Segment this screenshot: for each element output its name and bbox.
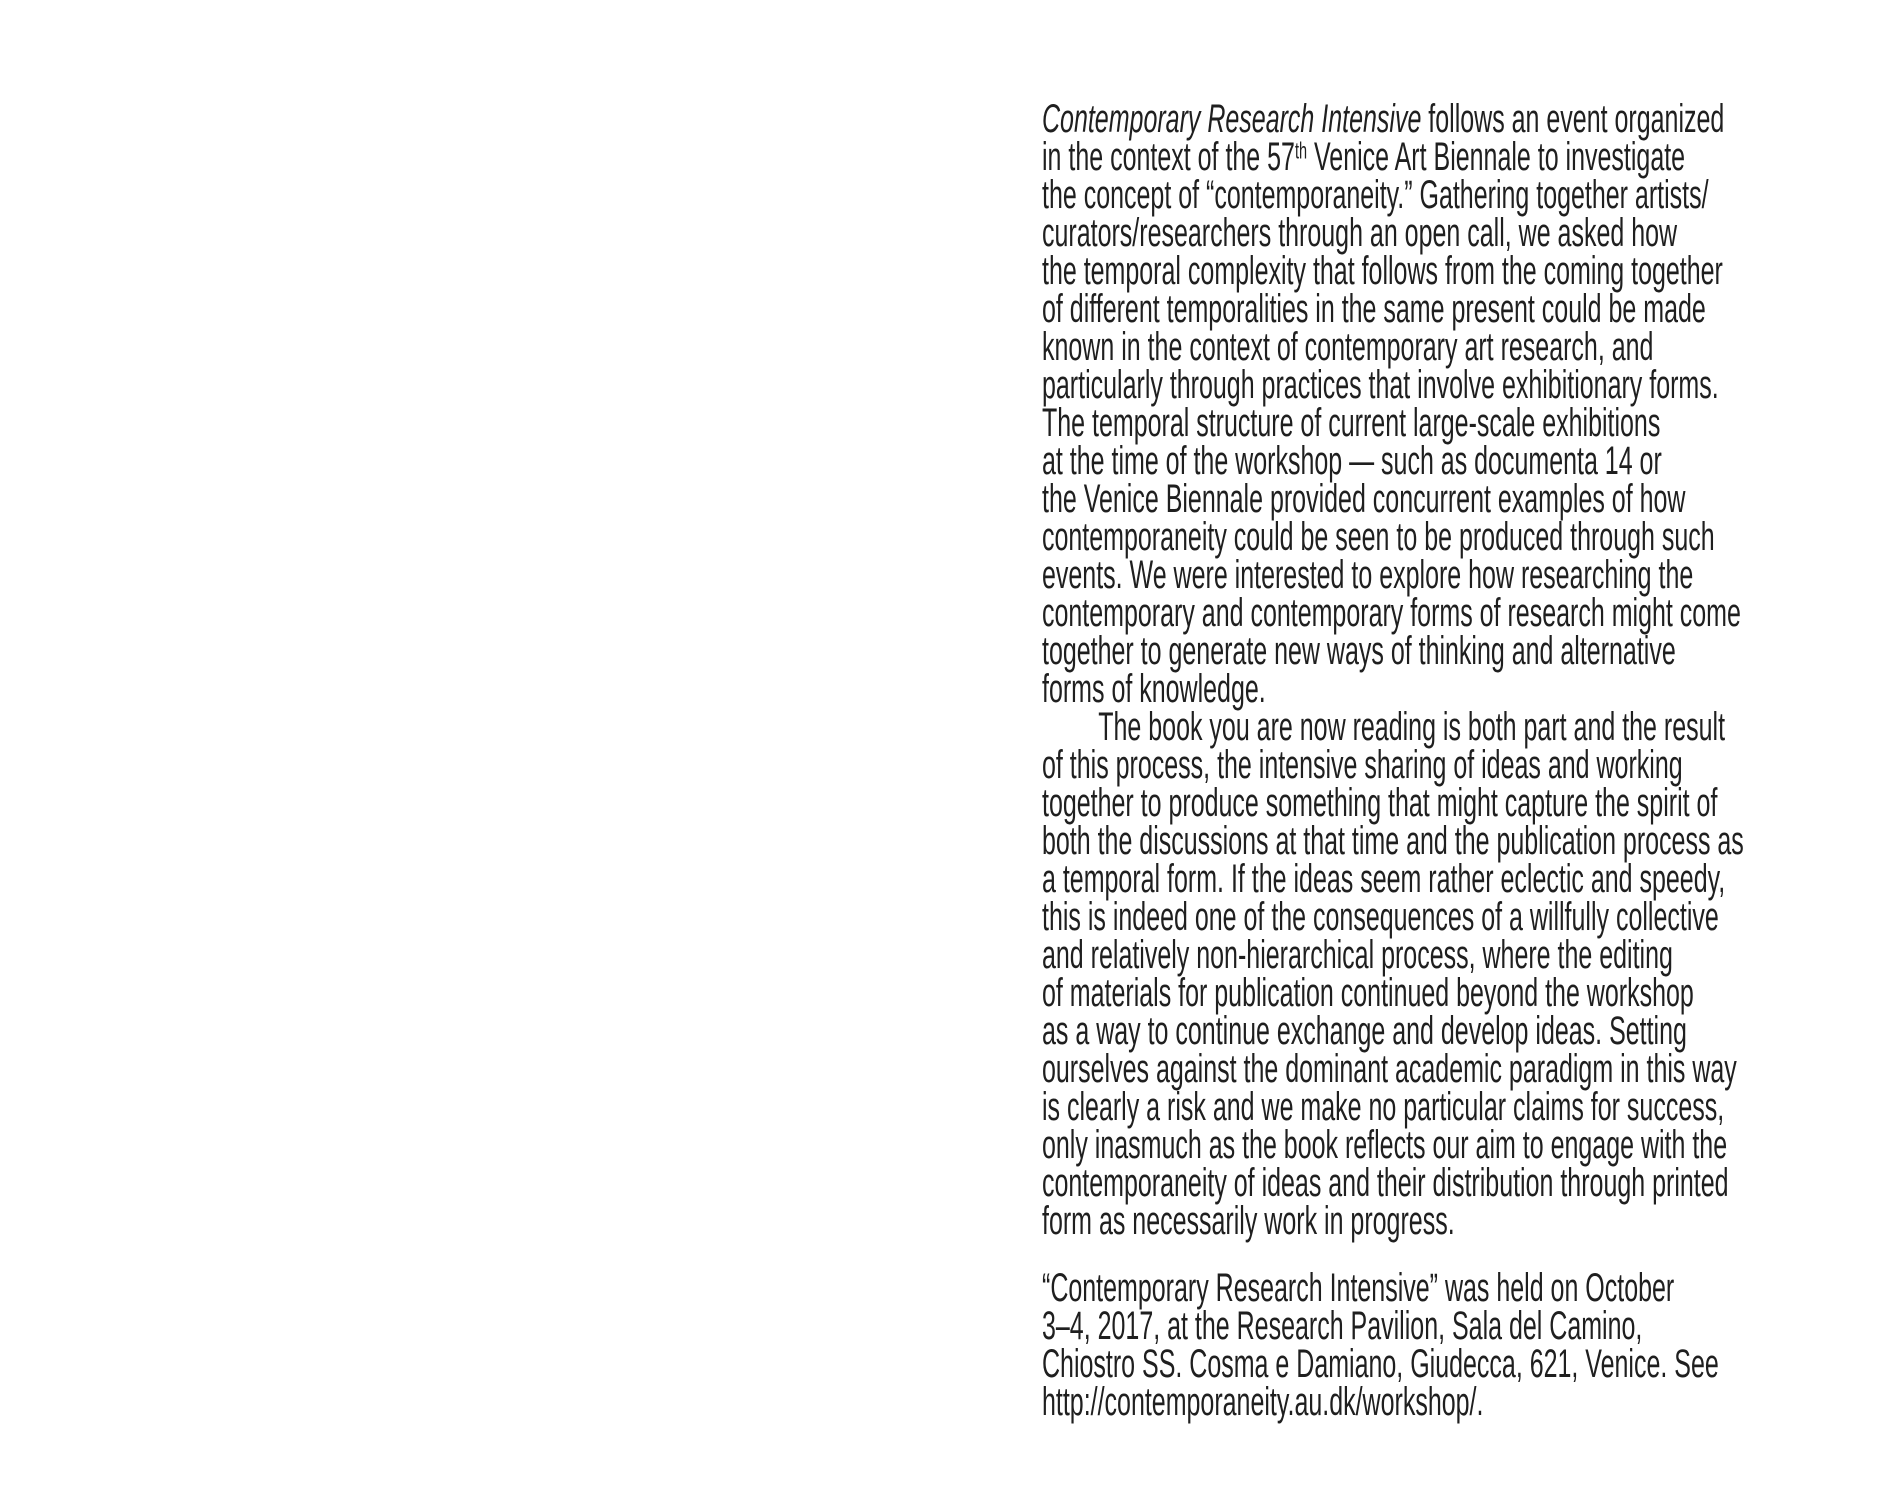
text-line: is clearly a risk and we make no particular claims for success, [1042, 1085, 1725, 1129]
superscript-ordinal: th [1294, 137, 1308, 164]
text-line: the concept of “contemporaneity.” Gathering together artists/ [1042, 173, 1709, 217]
text-line: http://contemporaneity.au.dk/workshop/. [1042, 1380, 1484, 1424]
intro-paragraph-upper [1042, 173, 1892, 711]
line2-post: Venice Art Biennale to investigate [1307, 135, 1686, 179]
paragraph-gap [1042, 1240, 1892, 1269]
text-line: “Contemporary Research Intensive” was held on October [1042, 1266, 1675, 1310]
text-line: of materials for publication continued beyond the workshop [1042, 971, 1694, 1015]
text-line: this is indeed one of the consequences of a willfully collective [1042, 895, 1719, 939]
text-line: at the time of the workshop — such as documenta 14 or [1042, 439, 1662, 483]
text-line: and relatively non-hierarchical process, where the editing [1042, 933, 1673, 977]
text-line: contemporaneity of ideas and their distribution through printed [1042, 1161, 1729, 1205]
text-line: both the discussions at that time and the publication process as [1042, 819, 1744, 863]
text-line: together to generate new ways of thinking and alternative [1042, 629, 1676, 673]
text-line: 3–4, 2017, at the Research Pavilion, Sala del Camino, [1042, 1304, 1643, 1348]
text-line: The temporal structure of current large-scale exhibitions [1042, 401, 1661, 445]
text-line: ourselves against the dominant academic paradigm in this way [1042, 1047, 1737, 1091]
note-paragraph [1042, 1266, 1892, 1424]
text-line: only inasmuch as the book reflects our aim to engage with the [1042, 1123, 1728, 1167]
text-line: known in the context of contemporary art research, and [1042, 325, 1654, 369]
text-line: contemporary and contemporary forms of research might come [1042, 591, 1741, 635]
text-line: Chiostro SS. Cosma e Damiano, Giudecca, 621, Venice. See [1042, 1342, 1719, 1386]
italic-book-title: Contemporary Research Intensive [1042, 97, 1422, 141]
text-line: of different temporalities in the same present could be made [1042, 287, 1706, 331]
line2-pre: in the context of the 57 [1042, 135, 1295, 179]
text-line: a temporal form. If the ideas seem rather eclectic and speedy, [1042, 857, 1726, 901]
text-line: as a way to continue exchange and develop ideas. Setting [1042, 1009, 1687, 1053]
text-line: contemporaneity could be seen to be produced through such [1042, 515, 1715, 559]
text-line: the Venice Biennale provided concurrent examples of how [1042, 477, 1686, 521]
text-line-title [1042, 97, 1892, 141]
text-line: events. We were interested to explore how researching the [1042, 553, 1694, 597]
intro-paragraph-lower [1042, 743, 1892, 1243]
text-line: of this process, the intensive sharing of ideas and working [1042, 743, 1683, 787]
text-line-indented: The book you are now reading is both part and the result [1098, 705, 1726, 749]
text-line: curators/researchers through an open call, we asked how [1042, 211, 1678, 255]
text-line: together to produce something that might capture the spirit of [1042, 781, 1718, 825]
line1-rest: follows an event organized [1421, 97, 1725, 141]
text-line: the temporal complexity that follows from the coming together [1042, 249, 1723, 293]
body-text-block [1042, 97, 1892, 1424]
text-line: particularly through practices that involve exhibitionary forms. [1042, 363, 1719, 407]
text-line: forms of knowledge. [1042, 667, 1266, 711]
text-line-ordinal [1042, 135, 1892, 179]
text-line: form as necessarily work in progress. [1042, 1199, 1455, 1243]
